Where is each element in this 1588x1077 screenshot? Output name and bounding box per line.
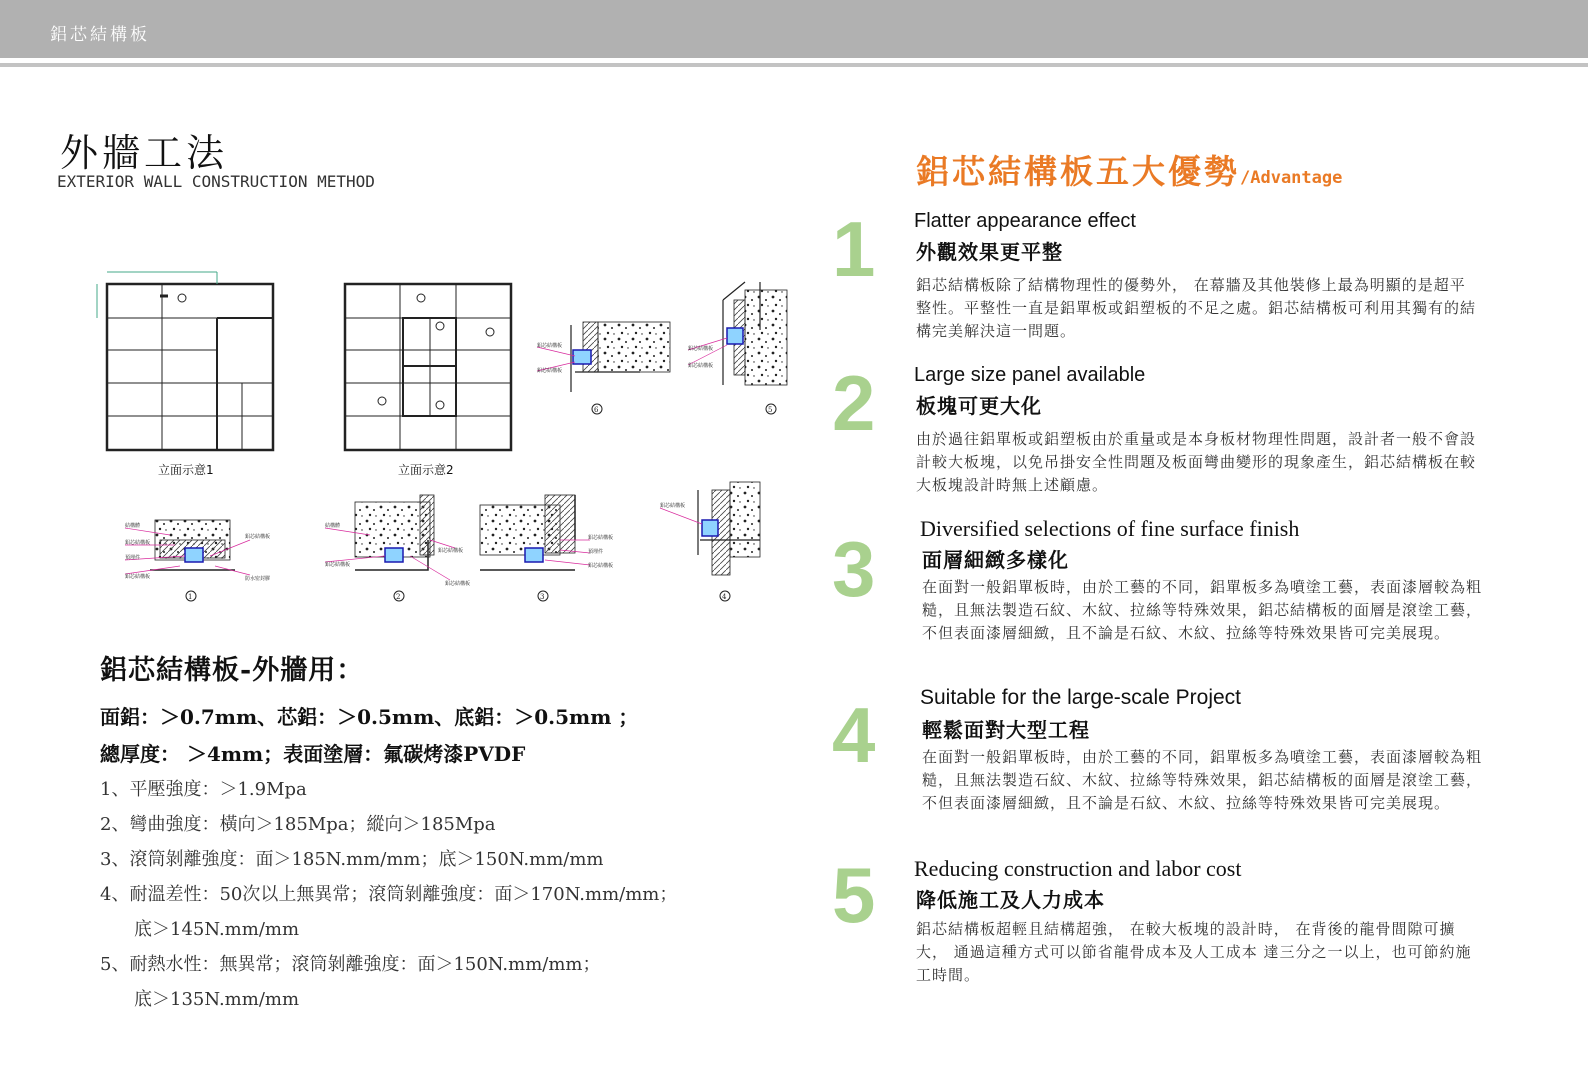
svg-text:鋁芯結構板: 鋁芯結構板 bbox=[537, 343, 563, 349]
spec-heading: 鋁芯結構板-外牆用： bbox=[100, 655, 365, 686]
advantage-title-en: Flatter appearance effect bbox=[914, 210, 1136, 232]
advantage-title-zh: 板塊可更大化 bbox=[916, 394, 1042, 418]
advantage-number: 5 bbox=[832, 851, 876, 939]
detail-drawing-6 bbox=[537, 322, 670, 414]
svg-text:6: 6 bbox=[594, 406, 599, 414]
svg-text:預埋件: 預埋件 bbox=[588, 549, 604, 555]
svg-text:鋁芯結構板: 鋁芯結構板 bbox=[660, 503, 686, 509]
advantage-title-en: Large size panel available bbox=[914, 364, 1146, 386]
advantage-title-zh: 面層細緻多樣化 bbox=[922, 548, 1069, 572]
advantages-title-en: /Advantage bbox=[1240, 168, 1343, 188]
svg-text:1: 1 bbox=[188, 593, 193, 601]
svg-text:結構體: 結構體 bbox=[325, 523, 341, 529]
detail-drawing-5 bbox=[688, 282, 787, 414]
spec-item: 2、彎曲強度：橫向＞185Mpa；縱向＞185Mpa bbox=[100, 814, 496, 835]
advantage-description: 在面對一般鋁單板時，由於工藝的不同，鋁單板多為噴塗工藝，表面漆層較為粗糙，且無法製造石紋、木紋、拉絲等特殊效果，鋁芯結構板的面層是滾塗工藝，不但表面漆層細緻，且不論是石紋、木紋、拉絲等特殊效果皆可完美展現。 bbox=[922, 578, 1483, 642]
svg-text:鋁芯結構板: 鋁芯結構板 bbox=[588, 535, 614, 541]
advantage-title-zh: 降低施工及人力成本 bbox=[916, 888, 1105, 912]
svg-text:鋁芯結構板: 鋁芯結構板 bbox=[537, 368, 563, 374]
advantage-description: 鋁芯結構板除了結構物理性的優勢外， 在幕牆及其他裝修上最為明顯的是超平整性。平整性一直是鋁單板或鋁塑板的不足之處。鋁芯結構板可利用其獨有的結構完美解決這一問題。 bbox=[916, 276, 1477, 340]
advantage-title-zh: 外觀效果更平整 bbox=[916, 240, 1063, 264]
advantage-description: 鋁芯結構板超輕且結構超強， 在較大板塊的設計時， 在背後的龍骨間隙可擴大， 通過這種方式可以節省龍骨成本及人工成本 達三分之一以上，也可節約施工時間。 bbox=[916, 920, 1472, 984]
header-title: 鋁芯結構板 bbox=[50, 25, 150, 45]
svg-text:鋁芯結構板: 鋁芯結構板 bbox=[125, 574, 151, 580]
spec-item: 3、滾筒剝離強度：面＞185N.mm/mm；底＞150N.mm/mm bbox=[100, 849, 604, 870]
svg-text:4: 4 bbox=[722, 593, 727, 601]
page-subtitle: EXTERIOR WALL CONSTRUCTION METHOD bbox=[57, 172, 375, 191]
advantage-description: 在面對一般鋁單板時，由於工藝的不同，鋁單板多為噴塗工藝，表面漆層較為粗糙，且無法製造石紋、木紋、拉絲等特殊效果，鋁芯結構板的面層是滾塗工藝，不但表面漆層細緻，且不論是石紋、木紋、拉絲等特殊效果皆可完美展現。 bbox=[922, 748, 1483, 812]
spec-coating-line: 總厚度： ＞4mm；表面塗層：氟碳烤漆PVDF bbox=[100, 742, 526, 766]
elevation-1-drawing bbox=[97, 272, 273, 450]
advantage-title-en: Diversified selections of fine surface finish bbox=[920, 516, 1300, 541]
advantage-number: 1 bbox=[832, 205, 876, 293]
advantage-title-en: Suitable for the large-scale Project bbox=[920, 686, 1241, 709]
spec-section bbox=[100, 648, 800, 1020]
spec-item-continued: 底＞135N.mm/mm bbox=[134, 989, 300, 1010]
detail-drawing-1 bbox=[125, 520, 270, 601]
svg-text:鋁芯結構板: 鋁芯結構板 bbox=[325, 562, 351, 568]
svg-text:3: 3 bbox=[540, 593, 545, 601]
advantages-title-zh: 鋁芯結構板五大優勢 bbox=[916, 152, 1240, 191]
svg-text:鋁芯結構板: 鋁芯結構板 bbox=[445, 581, 471, 587]
advantage-number: 2 bbox=[832, 359, 876, 447]
svg-text:防水密封膠: 防水密封膠 bbox=[245, 576, 271, 582]
svg-text:預埋件: 預埋件 bbox=[125, 555, 141, 561]
detail-drawing-2 bbox=[325, 495, 470, 601]
spec-item: 1、平壓強度：＞1.9Mpa bbox=[100, 779, 307, 800]
page-title: 外牆工法 bbox=[60, 131, 229, 175]
svg-text:鋁芯結構板: 鋁芯結構板 bbox=[588, 563, 614, 569]
advantage-number: 3 bbox=[832, 525, 876, 613]
detail-drawing-4 bbox=[660, 482, 760, 601]
svg-text:結構體: 結構體 bbox=[125, 523, 141, 529]
advantage-title-en: Reducing construction and labor cost bbox=[914, 856, 1242, 881]
detail-drawing-3 bbox=[480, 495, 613, 601]
spec-thickness-line: 面鋁：＞0.7mm、芯鋁：＞0.5mm、底鋁：＞0.5mm ； bbox=[100, 705, 639, 729]
svg-text:5: 5 bbox=[768, 406, 773, 414]
svg-text:鋁芯結構板: 鋁芯結構板 bbox=[688, 346, 714, 352]
advantage-number: 4 bbox=[832, 691, 876, 779]
svg-text:2: 2 bbox=[396, 593, 401, 601]
elevation-2-caption: 立面示意2 bbox=[398, 463, 454, 477]
svg-text:鋁芯結構板: 鋁芯結構板 bbox=[688, 363, 714, 369]
elevation-1-caption: 立面示意1 bbox=[158, 463, 214, 477]
svg-text:鋁芯結構板: 鋁芯結構板 bbox=[125, 540, 151, 546]
spec-item-continued: 底＞145N.mm/mm bbox=[134, 919, 300, 940]
spec-item: 4、耐溫差性：50次以上無異常；滾筒剝離強度：面＞170N.mm/mm； bbox=[100, 884, 678, 905]
elevation-2-drawing bbox=[345, 284, 511, 450]
svg-text:鋁芯結構板: 鋁芯結構板 bbox=[438, 548, 464, 554]
advantage-description: 由於過往鋁單板或鋁塑板由於重量或是本身板材物理性問題，設計者一般不會設計較大板塊，以免吊掛安全性問題及板面彎曲變形的現象產生，鋁芯結構板在較大板塊設計時無上述顧慮。 bbox=[916, 430, 1477, 494]
construction-drawings bbox=[0, 0, 820, 620]
advantages-title bbox=[916, 146, 1342, 193]
spec-item: 5、耐熱水性：無異常；滾筒剝離強度：面＞150N.mm/mm； bbox=[100, 954, 601, 975]
svg-text:鋁芯結構板: 鋁芯結構板 bbox=[245, 534, 271, 540]
advantage-title-zh: 輕鬆面對大型工程 bbox=[922, 718, 1090, 742]
